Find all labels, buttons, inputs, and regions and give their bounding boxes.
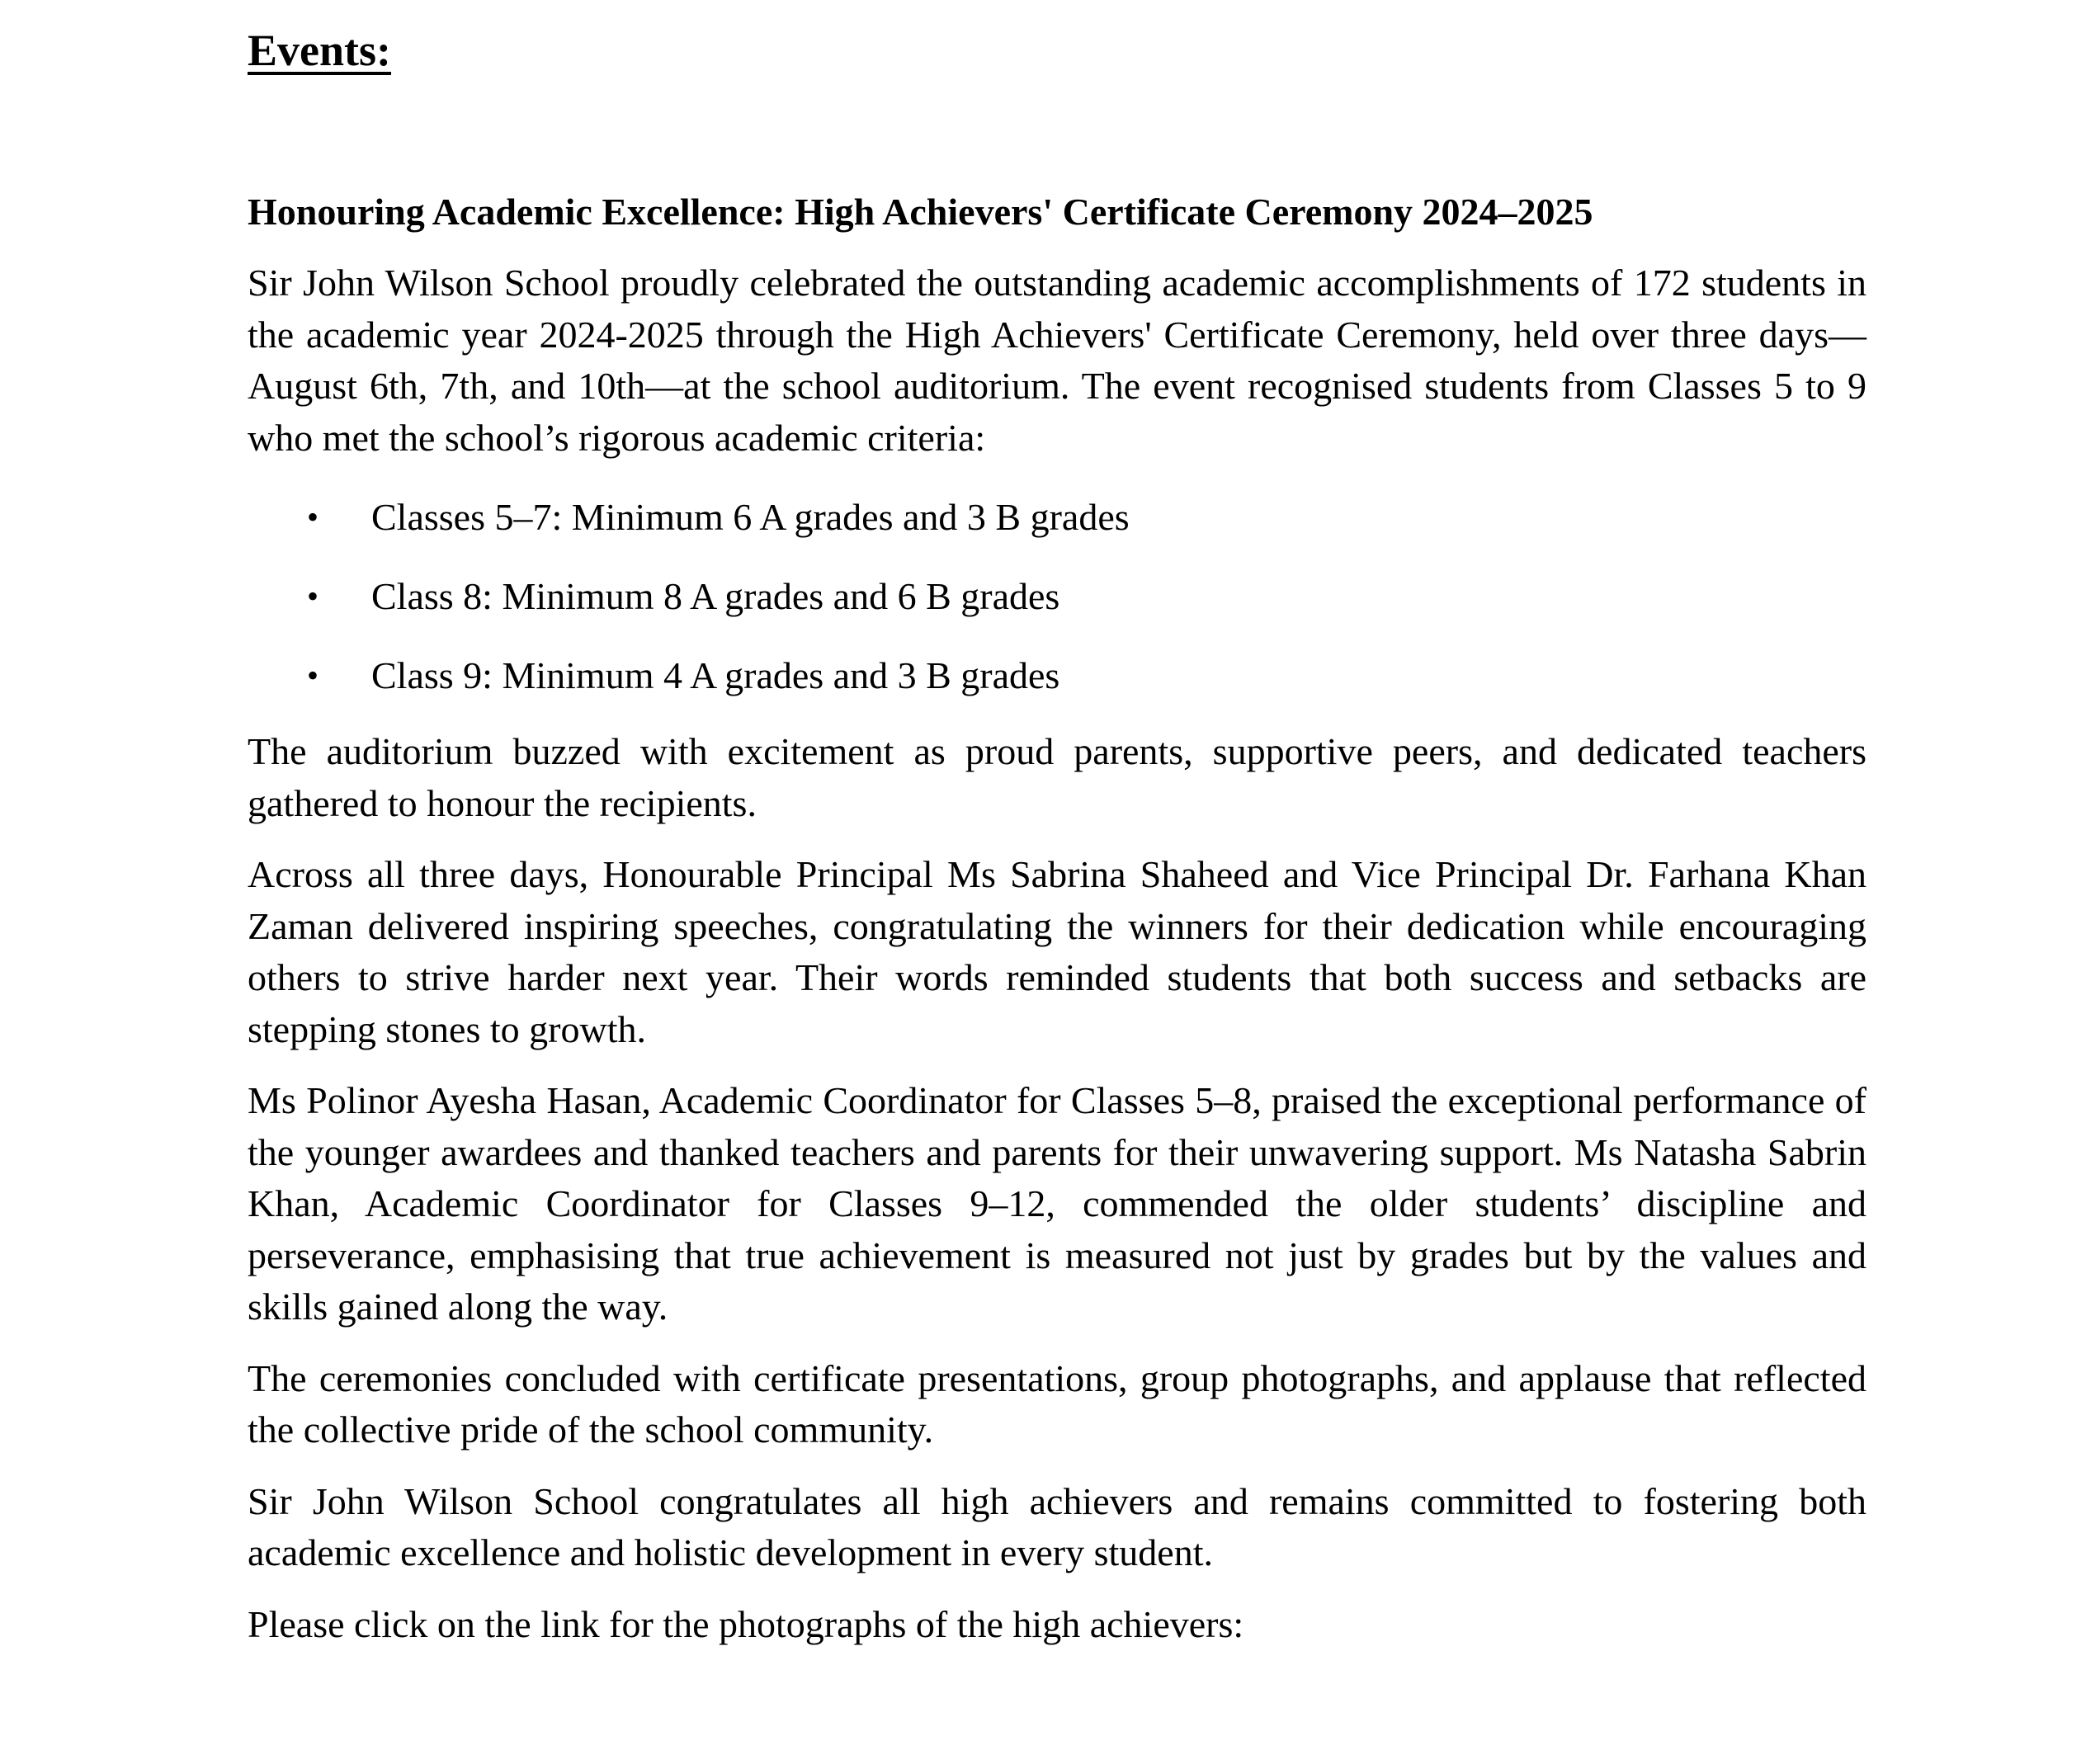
congratulations-paragraph: Sir John Wilson School congratulates all high achievers and remains committed to fostering both academic excellence and holistic development in every student.	[248, 1479, 1866, 1573]
section-heading: Events:	[248, 26, 391, 75]
list-item-text: Class 9: Minimum 4 A grades and 3 B grades	[371, 654, 1060, 696]
coordinators-paragraph: Ms Polinor Ayesha Hasan, Academic Coordinator for Classes 5–8, praised the exceptional performance of the younger awardees and thanked teachers and parents for their unwavering support. Ms Natasha Sabrin Khan, Academic Coordinator for Classes 9–12, commended the older students’ discipline and perseverance, emphasising that true achievement is measured not just by grades but by the values and skills gained along the way.	[248, 1079, 1866, 1328]
criteria-list	[248, 492, 1866, 701]
list-item	[248, 571, 1866, 622]
bullet-icon: •	[307, 657, 319, 694]
list-item	[248, 492, 1866, 543]
speeches-paragraph: Across all three days, Honourable Principal Ms Sabrina Shaheed and Vice Principal Dr. Farhana Khan Zaman delivered inspiring speeches, congratulating the winners for their dedication while encouraging others to strive harder next year. Their words reminded students that both success and setbacks are stepping stones to growth.	[248, 853, 1866, 1050]
list-item-text: Class 8: Minimum 8 A grades and 6 B grades	[371, 575, 1060, 617]
auditorium-paragraph: The auditorium buzzed with excitement as proud parents, supportive peers, and dedicated teachers gathered to honour the recipients.	[248, 730, 1866, 824]
photo-link-prompt: Please click on the link for the photographs of the high achievers:	[248, 1602, 1244, 1645]
list-item-text: Classes 5–7: Minimum 6 A grades and 3 B grades	[371, 496, 1130, 538]
document-page	[248, 18, 1866, 1650]
bullet-icon: •	[307, 578, 319, 615]
conclusion-paragraph: The ceremonies concluded with certificate presentations, group photographs, and applause that reflected the collective pride of the school community.	[248, 1356, 1866, 1450]
intro-paragraph: Sir John Wilson School proudly celebrated the outstanding academic accomplishments of 172 students in the academic year 2024-2025 through the High Achievers' Certificate Ceremony, held over three days—August 6th, 7th, and 10th—at the school auditorium. The event recognised students from Classes 5 to 9 who met the school’s rigorous academic criteria:	[248, 262, 1866, 459]
article-title: Honouring Academic Excellence: High Achievers' Certificate Ceremony 2024–2025	[248, 191, 1593, 233]
bullet-icon: •	[307, 498, 319, 535]
list-item	[248, 650, 1866, 701]
